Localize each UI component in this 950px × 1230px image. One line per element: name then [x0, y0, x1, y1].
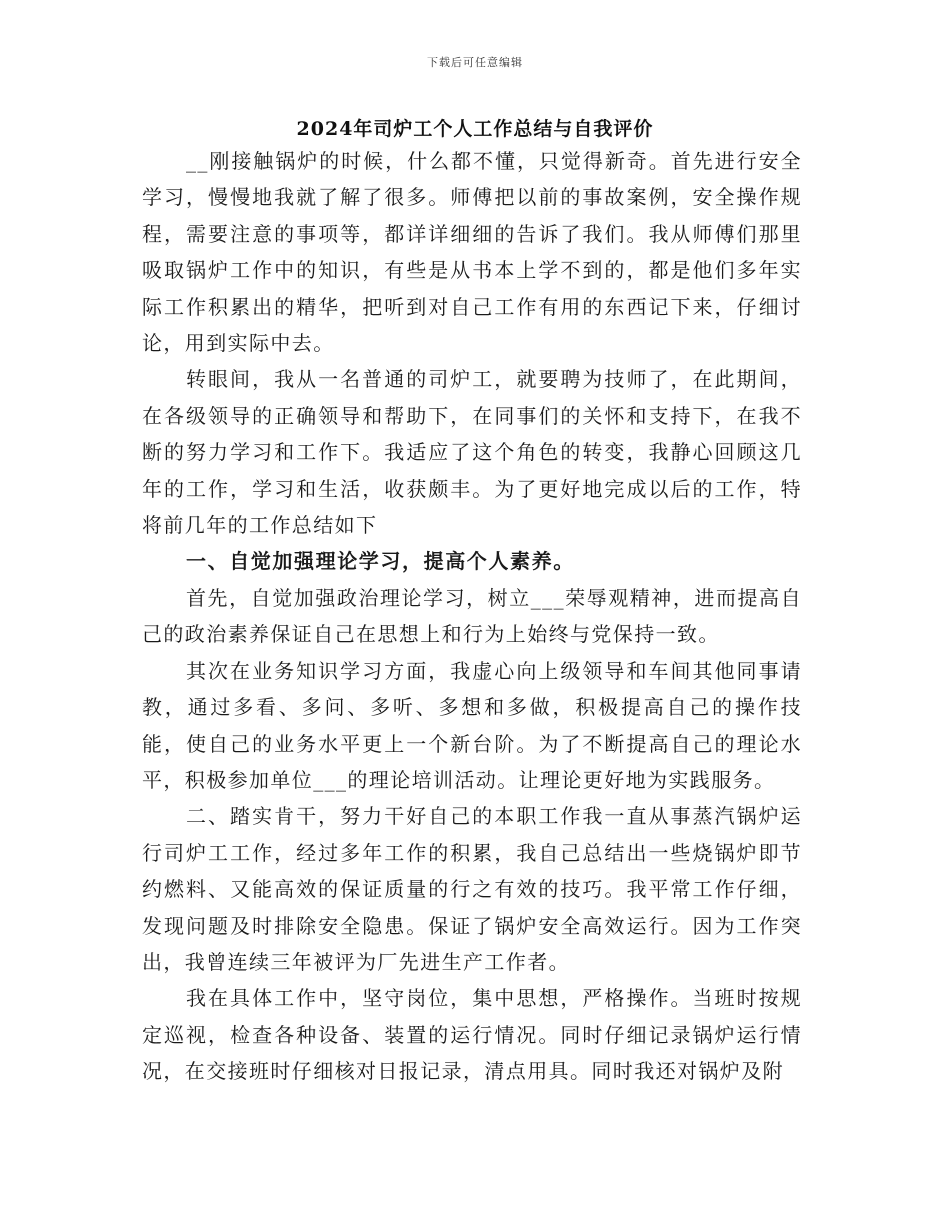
paragraph-daily-duty: 我在具体工作中，坚守岗位，集中思想，严格操作。当班时按规定巡视，检查各种设备、装置的运行情况。同时仔细记录锅炉运行情况，在交接班时仔细核对日报记录，清点用具。同时我还对锅炉及附	[142, 986, 802, 1084]
paragraph-promotion: 转眼间，我从一名普通的司炉工，就要聘为技师了，在此期间，在各级领导的正确领导和帮助下，在同事们的关怀和支持下，在我不断的努力学习和工作下。我适应了这个角色的转变，我静心回顾这几年的工作，学习和生活，收获颇丰。为了更好地完成以后的工作，特将前几年的工作总结如下	[142, 367, 802, 538]
header-note: 下载后可任意编辑	[427, 56, 523, 69]
document-body	[142, 143, 802, 1090]
paragraph-business-study: 其次在业务知识学习方面，我虚心向上级领导和车间其他同事请教，通过多看、多问、多听、多想和多做，积极提高自己的操作技能，使自己的业务水平更上一个新台阶。为了不断提高自己的理论水平，积极参加单位___的理论培训活动。让理论更好地为实践服务。	[142, 658, 802, 792]
paragraph-diligent-work: 二、踏实肯干，努力干好自己的本职工作我一直从事蒸汽锅炉运行司炉工工作，经过多年工作的积累，我自己总结出一些烧锅炉即节约燃料、又能高效的保证质量的行之有效的技巧。我平常工作仔细，发现问题及时排除安全隐患。保证了锅炉安全高效运行。因为工作突出，我曾连续三年被评为厂先进生产工作者。	[142, 804, 802, 974]
section-heading-theory-study: 一、自觉加强理论学习，提高个人素养。	[186, 549, 575, 574]
document-title: 2024年司炉工个人工作总结与自我评价	[296, 118, 654, 140]
paragraph-political-study: 首先，自觉加强政治理论学习，树立___荣辱观精神，进而提高自己的政治素养保证自己在思想上和行为上始终与党保持一致。	[142, 585, 802, 647]
paragraph-intro: __刚接触锅炉的时候，什么都不懂，只觉得新奇。首先进行安全学习，慢慢地我就了解了很多。师傅把以前的事故案例，安全操作规程，需要注意的事项等，都详详细细的告诉了我们。我从师傅们那里吸取锅炉工作中的知识，有些是从书本上学不到的，都是他们多年实际工作积累出的精华，把听到对自己工作有用的东西记下来，仔细讨论，用到实际中去。	[142, 149, 802, 356]
